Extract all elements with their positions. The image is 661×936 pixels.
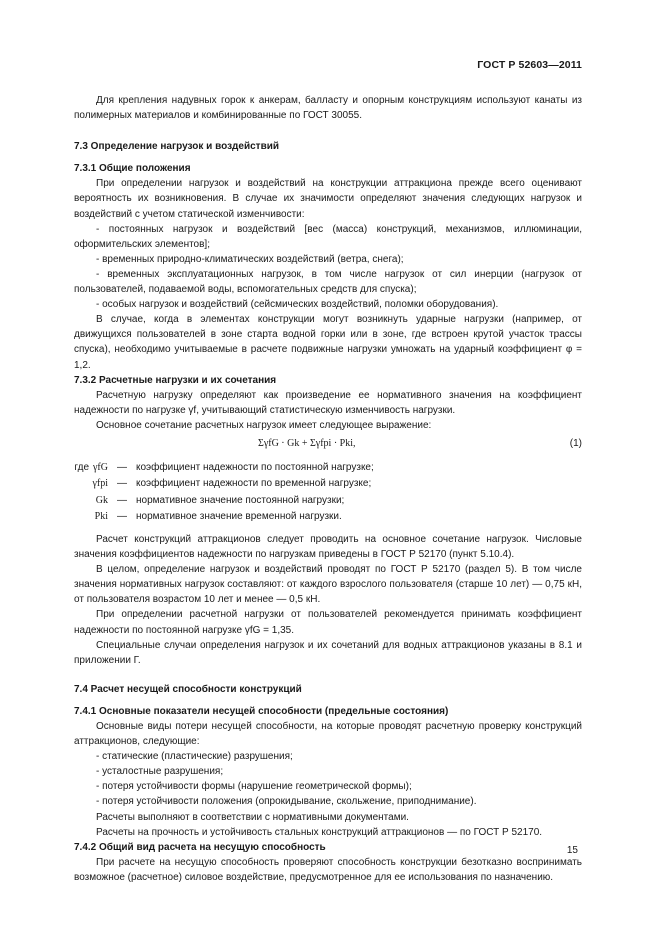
definition-row: Gk — нормативное значение постоянной нагрузки; [42,493,582,510]
paragraph: Расчеты выполняют в соответствии с нормативными документами. [96,811,409,823]
paragraph: В целом, определение нагрузок и воздействий проводят по ГОСТ Р 52170 (раздел 5). В том числе значения нормативных нагрузок составляют: от каждого взрослого пользователя (старше 10 лет) — 0,75 кН, от пользователя возрастом 10 лет и менее — 0,5 кН. [74,564,582,606]
paragraph: Основное сочетание расчетных нагрузок имеет следующее выражение: [96,419,432,431]
paragraph: При определении нагрузок и воздействий на конструкции аттракциона прежде всего оценивают вероятность их возникновения. В случае их значимости определяют значения следующих нагрузок и воздействий с учетом статической изменчивости: [74,178,582,220]
paragraph: Расчет конструкций аттракционов следует проводить на основное сочетание нагрузок. Числовые значения коэффициентов надежности по нагрузкам приведены в ГОСТ Р 52170 (пункт 5.10.4). [74,533,582,561]
symbol-definitions [42,460,582,526]
definition-symbol: где γfG [74,461,108,473]
list-item: - статические (пластические) разрушения; [96,751,293,763]
list-item: - постоянных нагрузок и воздействий [вес (масса) конструкций, механизмов, иллюминации, оформительских элементов]; [74,223,582,250]
section-7-3-1-title: 7.3.1 Общие положения [74,163,191,175]
document-code-header: ГОСТ Р 52603—2011 [477,59,582,71]
page-number: 15 [566,845,578,856]
list-item: - потеря устойчивости формы (нарушение геометрической формы); [96,781,412,793]
definition-symbol: Pki [94,511,108,523]
list-item: - усталостные разрушения; [96,766,224,778]
section-7-4-2-title: 7.4.2 Общий вид расчета на несущую способность [74,841,326,853]
definition-symbol: γfpi [92,478,108,490]
paragraph: Основные виды потери несущей способности, на которые проводят расчетную проверку конструкций аттракционов, следующие: [74,721,582,748]
list-item: - потеря устойчивости положения (опрокидывание, скольжение, приподнимание). [96,796,477,808]
definition-symbol: Gk [95,494,108,506]
formula-number: (1) [569,437,582,449]
section-7-3-title: 7.3 Определение нагрузок и воздействий [74,141,280,153]
definition-row: Pki — нормативное значение временной нагрузки. [42,509,582,526]
paragraph: При определении расчетной нагрузки от пользователей рекомендуется принимать коэффициент надежности по постоянной нагрузке γfG = 1,35. [74,609,582,636]
intro-paragraph: Для крепления надувных горок к анкерам, балласту и опорным конструкциям используют канаты из полимерных материалов и комбинированные по ГОСТ 30055. [74,95,582,122]
section-7-3-2-title: 7.3.2 Расчетные нагрузки и их сочетания [74,374,277,386]
paragraph: При расчете на несущую способность проверяют способность конструкции безотказно воспринимать возможное (расчетное) силовое воздействие, предусмотренное для ее использования по назначению. [74,856,582,883]
definition-row: где γfG — коэффициент надежности по постоянной нагрузке; [42,460,582,477]
list-item: - временных эксплуатационных нагрузок, в том числе нагрузок от сил инерции (нагрузок от пользователей, подаваемой воды, вспомогательных средств для спуска); [74,268,582,296]
list-item: - временных природно-климатических воздействий (ветра, снега); [96,253,404,265]
paragraph: В случае, когда в элементах конструкции могут возникнуть ударные нагрузки (например, от движущихся пользователей в зоне старта водной горки или в зоне, где встроен крутой участок трассы спуска), необходимо учитываемые в расчете подвижные нагрузки умножать на ударный коэффициент φ = 1,2. [74,314,582,371]
formula-1 [74,436,582,451]
page-body [74,93,582,885]
paragraph: Расчетную нагрузку определяют как произведение ее нормативного значения на коэффициент надежности по нагрузке γf, учитывающий статистическую изменчивость нагрузки. [74,389,582,416]
paragraph: Расчеты на прочность и устойчивость стальных конструкций аттракционов — по ГОСТ Р 52170. [96,826,543,838]
list-item: - особых нагрузок и воздействий (сейсмических воздействий, поломки оборудования). [96,299,499,311]
section-7-4-title: 7.4 Расчет несущей способности конструкций [74,683,302,695]
formula-expression: ΣγfG · Gk + Σγfpi · Pki, [258,437,356,449]
definition-row: γfpi — коэффициент надежности по временной нагрузке; [42,476,582,493]
section-7-4-1-title: 7.4.1 Основные показатели несущей способности (предельные состояния) [74,705,449,717]
paragraph: Специальные случаи определения нагрузок и их сочетаний для водных аттракционов указаны в 8.1 и приложении Г. [74,639,582,666]
